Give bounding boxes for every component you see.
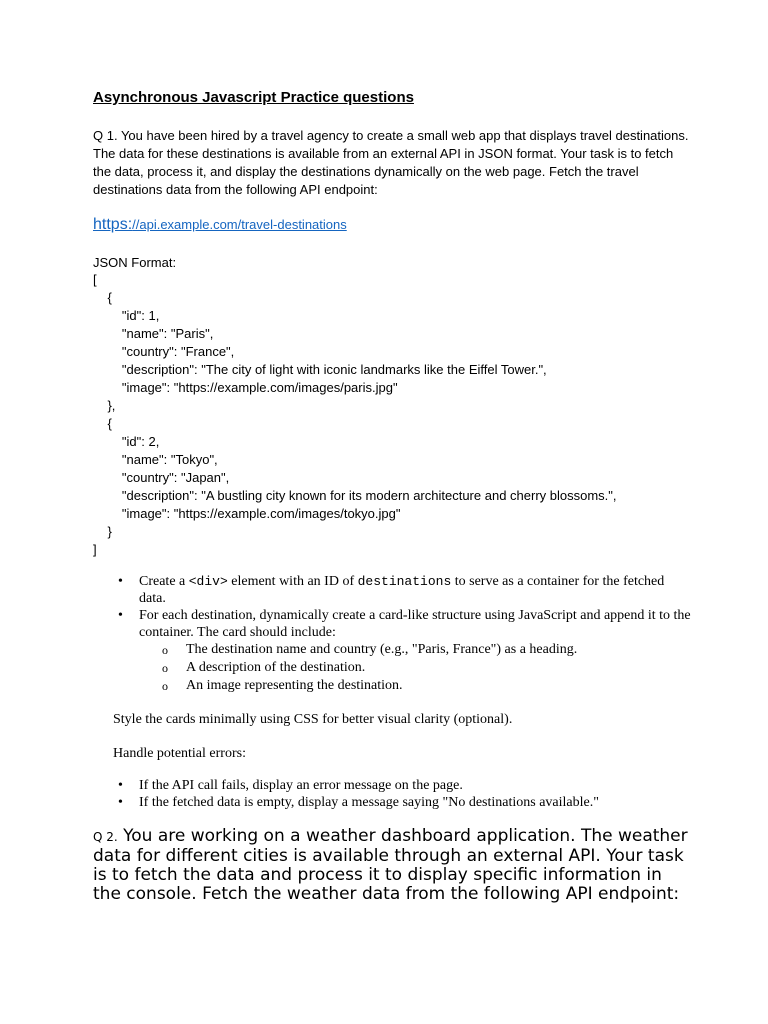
code-div: <div>	[188, 574, 228, 589]
json-line: {	[93, 290, 112, 305]
bullet-text: For each destination, dynamically create a card-like structure using JavaScript and append it to the container. The card should include:	[139, 608, 691, 640]
page-title: Asynchronous Javascript Practice questions	[93, 89, 414, 106]
sub-list-item: o A description of the destination.	[186, 659, 693, 677]
bullet-text: element with an ID of	[227, 574, 358, 589]
api-link[interactable]	[93, 213, 693, 237]
json-format-label: JSON Format:	[93, 255, 177, 270]
json-line: "description": "The city of light with iconic landmarks like the Eiffel Tower.",	[93, 362, 547, 377]
bullet-text: Create a	[139, 574, 189, 589]
sub-list-item: o The destination name and country (e.g., "Paris, France") as a heading.	[186, 641, 693, 659]
api-link-scheme[interactable]: https:	[93, 216, 133, 233]
json-sample	[93, 271, 693, 559]
list-item	[139, 573, 693, 607]
json-line: "country": "Japan",	[93, 470, 230, 485]
list-item	[139, 607, 693, 695]
json-line: "image": "https://example.com/images/paris.jpg"	[93, 380, 398, 395]
json-line: "image": "https://example.com/images/tokyo.jpg"	[93, 506, 401, 521]
q1-intro: Q 1. You have been hired by a travel agency to create a small web app that displays travel destinations. The data for these destinations is available from an external API in JSON format. Your task is to fetch the data, process it, and display the destinations dynamically on the web page. Fetch the travel destinations data from the following API endpoint:	[93, 128, 689, 197]
list-item: • If the API call fails, display an error message on the page.	[139, 777, 693, 794]
json-line: }	[93, 524, 112, 539]
json-line: {	[93, 416, 112, 431]
json-line: "id": 1,	[93, 308, 160, 323]
q2-text	[93, 827, 693, 904]
list-item: • If the fetched data is empty, display a message saying "No destinations available."	[139, 794, 693, 811]
code-destinations: destinations	[357, 574, 452, 589]
json-line: "country": "France",	[93, 344, 235, 359]
json-line: ]	[93, 542, 97, 557]
errors-heading: Handle potential errors:	[113, 746, 246, 761]
json-line: "description": "A bustling city known for its modern architecture and cherry blossoms.",	[93, 488, 617, 503]
json-line: "name": "Tokyo",	[93, 452, 218, 467]
error-handling-list	[93, 777, 693, 811]
requirements-list	[93, 573, 693, 695]
q2-label: Q 2.	[93, 830, 118, 844]
document-page	[93, 88, 693, 921]
json-line: "name": "Paris",	[93, 326, 214, 341]
sub-list-item: o An image representing the destination.	[186, 677, 693, 695]
q2-body: You are working on a weather dashboard application. The weather data for different cities is available through an external API. Your task is to fetch the data and process it to display specific information in the console. Fetch the weather data from the following API endpoint:	[93, 826, 688, 904]
json-line: "id": 2,	[93, 434, 160, 449]
card-contents-list	[139, 641, 693, 695]
bullet-text: to serve as a container for the fetched data.	[139, 574, 665, 606]
json-line: },	[93, 398, 116, 413]
api-link-path[interactable]: //api.example.com/travel-destinations	[132, 217, 347, 232]
style-note: Style the cards minimally using CSS for better visual clarity (optional).	[113, 712, 513, 727]
json-line: [	[93, 272, 97, 287]
